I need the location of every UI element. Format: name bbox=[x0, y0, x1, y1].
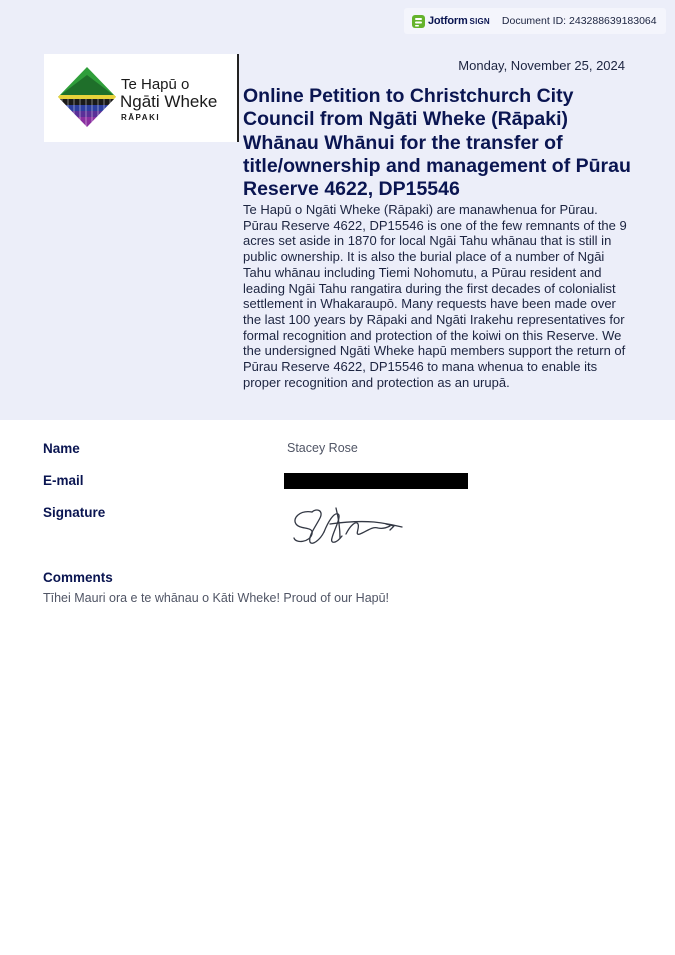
handwritten-signature bbox=[290, 504, 408, 548]
jotform-sign-text: SIGN bbox=[469, 16, 490, 26]
logo-divider bbox=[237, 54, 239, 142]
name-label: Name bbox=[43, 441, 80, 456]
logo-line-1: Te Hapū o bbox=[121, 76, 190, 93]
document-id: Document ID: 243288639183064 bbox=[501, 15, 657, 27]
signature-label: Signature bbox=[43, 505, 106, 520]
email-label: E-mail bbox=[43, 473, 84, 488]
petition-description: Te Hapū o Ngāti Wheke (Rāpaki) are manawhenua for Pūrau. Pūrau Reserve 4622, DP15546 is one of the few remnants of the 9 acres set aside in 1870 for local Ngāi Tahu whānau that is still in public ownership. It is also the burial place of a number of Ngāi Tahu whānau including Tiemi Nohomutu, a Pūrau resident and leading Ngāi Tahu rangatira during the first decades of colonialist settlement in Whakaraupō. Many requests have been made over the last 100 years by Rāpaki and Ngāti Irakehu representatives for formal recognition and protection of the koiwi on this Reserve. We the undersigned Ngāti Wheke hapū members support the return of Pūrau Reserve 4622, DP15546 to mana whenua to enable its proper recognition and protection as an urupā. bbox=[243, 202, 627, 390]
email-redaction-bar bbox=[284, 473, 468, 489]
jotform-brand-text: Jotform bbox=[428, 15, 468, 27]
jotform-logo-icon bbox=[412, 15, 425, 28]
organization-logo bbox=[44, 54, 237, 142]
jotform-document-badge bbox=[404, 8, 666, 34]
jotform-logo bbox=[412, 15, 490, 28]
document-date: Monday, November 25, 2024 bbox=[458, 58, 625, 73]
name-value: Stacey Rose bbox=[287, 441, 358, 455]
logo-line-3: RĀPAKI bbox=[121, 113, 161, 122]
petition-title: Online Petition to Christchurch City Council from Ngāti Wheke (Rāpaki) Whānau Whānui for the transfer of title/ownership and management of Pūrau Reserve 4622, DP15546 bbox=[243, 85, 631, 201]
logo-line-2: Ngāti Wheke bbox=[120, 92, 218, 111]
hapu-logo-mark-icon bbox=[58, 67, 116, 127]
comments-value: Tīhei Mauri ora e te whānau o Kāti Wheke! Proud of our Hapū! bbox=[43, 591, 390, 605]
comments-label: Comments bbox=[43, 570, 113, 585]
